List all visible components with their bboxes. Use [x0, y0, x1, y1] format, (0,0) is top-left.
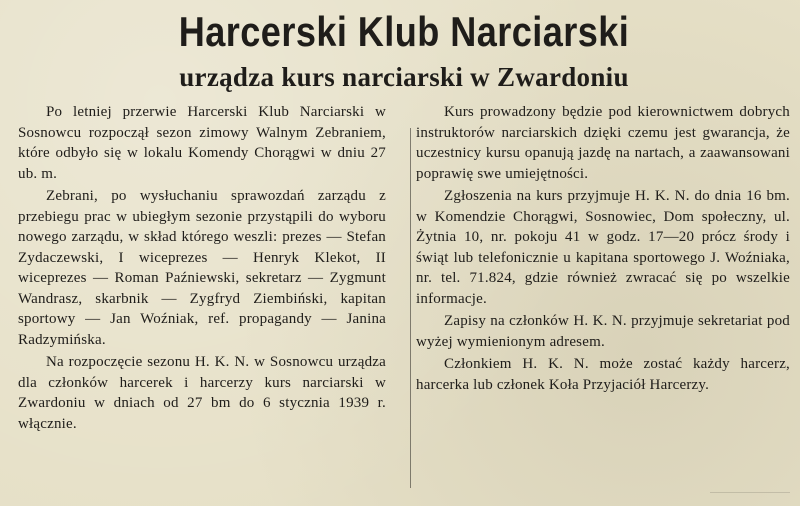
paragraph: Kurs prowadzony będzie pod kierownictwem dobrych instruktorów narciarskich dzięki czemu jest gwarancja, że uczestnicy kursu opanują jazdę na nartach, a zaawansowani poprawię swe umiejętności. [416, 104, 790, 182]
paragraph: Zgłoszenia na kurs przyjmuje H. K. N. do dnia 16 bm. w Komendzie Chorągwi, Sosnowiec, Dom społeczny, ul. Żytnia 10, nr. pokoju 41 w godz. 17—20 prócz środy i świąt lub telefonicznie u kapitana sportowego J. Woźniaka, nr. tel. 71.824, gdzie również zwracać się po wszelkie informacje. [416, 188, 790, 307]
right-column [402, 102, 790, 434]
left-column [18, 102, 402, 434]
column-divider [410, 128, 411, 488]
article-columns [18, 102, 790, 434]
paragraph: Członkiem H. K. N. może zostać każdy harcerz, harcerka lub członek Koła Przyjaciół Harcerzy. [416, 356, 790, 393]
paragraph: Na rozpoczęcie sezonu H. K. N. w Sosnowcu urządza dla członków harcerek i harcerzy kurs narciarski w Zwardoniu w dniach od 27 bm do 6 stycznia 1939 r. włącznie. [18, 354, 386, 432]
paragraph: Zapisy na członków H. K. N. przyjmuje sekretariat pod wyżej wymienionym adresem. [416, 313, 790, 350]
edge-mark [710, 492, 790, 503]
subheadline: urządza kurs narciarski w Zwardoniu [179, 62, 629, 92]
paragraph: Po letniej przerwie Harcerski Klub Narciarski w Sosnowcu rozpoczął sezon zimowy Walnym Zebraniem, które odbyło się w lokalu Komendy Chorągwi w dniu 27 ub. m. [18, 104, 386, 182]
headline: Harcerski Klub Narciarski [178, 8, 630, 55]
paragraph: Zebrani, po wysłuchaniu sprawozdań zarządu z przebiegu prac w ubiegłym sezonie przystąpili do wyboru nowego zarządu, w skład którego weszli: prezes — Stefan Zydaczewski, I wiceprezes — Henryk Klekot, II wiceprezes — Roman Paźniewski, sekretarz — Zygmunt Wandrasz, skarbnik — Zygfryd Ziembiński, kapitan sportowy — Jan Woźniak, ref. propagandy — Janina Radzymińska. [18, 188, 386, 348]
